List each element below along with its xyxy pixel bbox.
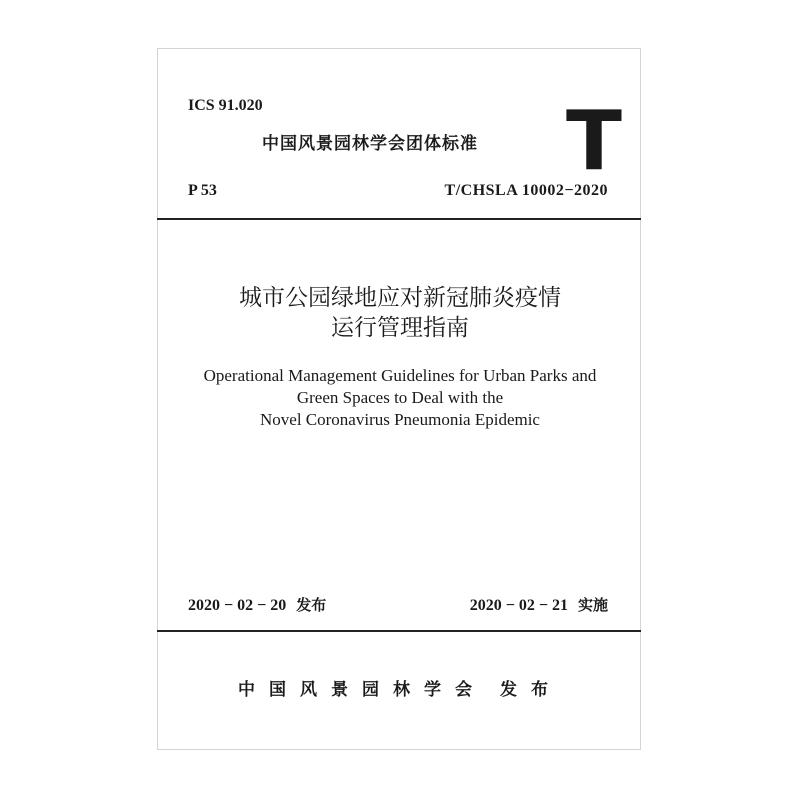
top-divider — [157, 218, 641, 220]
p-code: P 53 — [188, 182, 217, 199]
title-en-line-2: Green Spaces to Deal with the — [296, 388, 504, 407]
issue-label: 发布 — [296, 596, 327, 614]
title-block — [158, 283, 642, 431]
title-cn-line-2: 运行管理指南 — [331, 315, 469, 341]
title-en-line-3: Novel Coronavirus Pneumonia Epidemic — [260, 410, 540, 429]
implement-date — [470, 594, 608, 615]
publish-label: 发布 — [500, 680, 562, 700]
standard-number: T/CHSLA 10002−2020 — [444, 182, 608, 199]
implement-label: 实施 — [577, 596, 608, 614]
standard-category: 中国风景园林学会团体标准 — [262, 134, 478, 154]
bottom-divider — [157, 630, 641, 632]
publisher-line — [158, 675, 642, 700]
standard-cover — [157, 48, 641, 750]
issue-date — [188, 594, 326, 615]
standard-type-letter: T — [566, 94, 622, 189]
ics-code: ICS 91.020 — [188, 97, 263, 114]
title-en — [158, 365, 642, 431]
publisher-name: 中国风景园林学会 — [238, 680, 486, 700]
issue-date-value: 2020 − 02 − 20 — [188, 597, 287, 614]
title-en-line-1: Operational Management Guidelines for Urban Parks and — [203, 366, 597, 385]
implement-date-value: 2020 − 02 − 21 — [469, 597, 568, 614]
title-cn-line-1: 城市公园绿地应对新冠肺炎疫情 — [239, 285, 561, 311]
